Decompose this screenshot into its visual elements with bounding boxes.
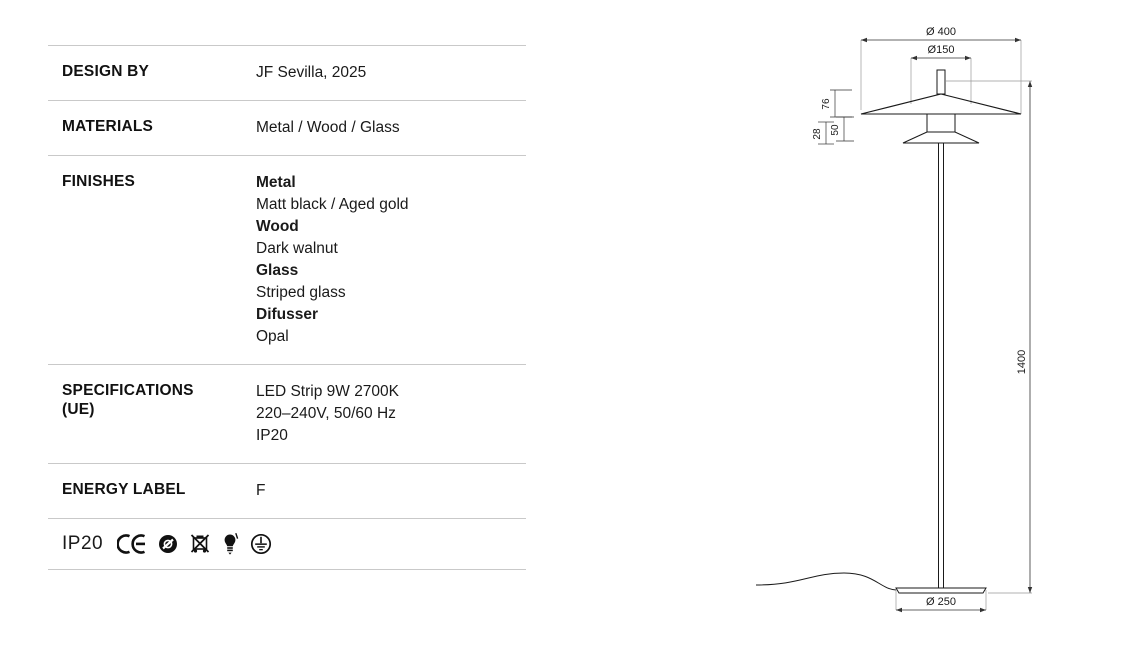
- value-line: Metal: [256, 174, 296, 191]
- row-label: [48, 62, 256, 81]
- dimension-shade-height: [821, 90, 852, 117]
- table-row: [48, 45, 526, 100]
- lamp-body: [756, 70, 1021, 593]
- value-line: JF Sevilla, 2025: [256, 64, 367, 81]
- value-line: Opal: [256, 328, 289, 345]
- dimension-shade-inner-diameter: [911, 44, 971, 104]
- value-line: Difusser: [256, 306, 319, 323]
- ip-rating-text: IP20: [62, 533, 104, 554]
- specification-table: [48, 45, 526, 570]
- value-line: Glass: [256, 262, 299, 279]
- earth-ground-icon: [249, 532, 273, 556]
- value-line: IP20: [256, 427, 288, 444]
- row-value: [256, 62, 526, 84]
- dim-label-diffuser-offset: 28: [812, 128, 823, 140]
- dim-label-total-height: 1400: [1016, 349, 1028, 375]
- row-label: [48, 381, 256, 420]
- dim-label-base-diameter: Ø 250: [926, 596, 956, 608]
- value-line: Metal / Wood / Glass: [256, 119, 400, 136]
- class-ii-double-insulation-icon: [157, 532, 179, 556]
- row-label-text: ENERGY LABEL: [62, 481, 186, 498]
- row-label-text: SPECIFICATIONS: [62, 382, 194, 399]
- table-row: [48, 364, 526, 463]
- certification-symbol-strip: [48, 518, 526, 570]
- product-technical-drawing: [740, 10, 1130, 640]
- row-label: [48, 117, 256, 136]
- dimension-diffuser-height: [830, 117, 854, 141]
- table-row: [48, 463, 526, 518]
- row-value: [256, 172, 526, 348]
- row-label-text: FINISHES: [62, 173, 136, 190]
- dim-label-shade-height: 76: [821, 98, 832, 110]
- weee-crossed-bin-icon: [189, 532, 211, 556]
- table-row: [48, 100, 526, 155]
- value-line: 220–240V, 50/60 Hz: [256, 405, 396, 422]
- value-line: Wood: [256, 218, 299, 235]
- row-label: [48, 480, 256, 499]
- lamp-drawing-svg: [740, 10, 1130, 640]
- ce-mark-icon: [117, 532, 147, 556]
- non-replaceable-lamp-icon: [221, 532, 239, 556]
- row-label-subtext: (UE): [62, 401, 95, 419]
- dim-label-shade-outer: Ø 400: [926, 26, 956, 38]
- value-line: Striped glass: [256, 284, 346, 301]
- value-line: Matt black / Aged gold: [256, 196, 409, 213]
- row-label-text: MATERIALS: [62, 118, 154, 135]
- value-line: LED Strip 9W 2700K: [256, 383, 400, 400]
- dim-label-shade-inner: Ø150: [927, 44, 955, 56]
- value-line: Dark walnut: [256, 240, 338, 257]
- dimension-total-height: [946, 81, 1032, 593]
- row-label: [48, 172, 256, 191]
- value-line: F: [256, 482, 266, 499]
- row-value: [256, 381, 526, 447]
- row-value: [256, 117, 526, 139]
- row-label-text: DESIGN BY: [62, 63, 150, 80]
- table-row: [48, 155, 526, 364]
- dim-label-diffuser-height: 50: [830, 124, 841, 136]
- row-value: [256, 480, 526, 502]
